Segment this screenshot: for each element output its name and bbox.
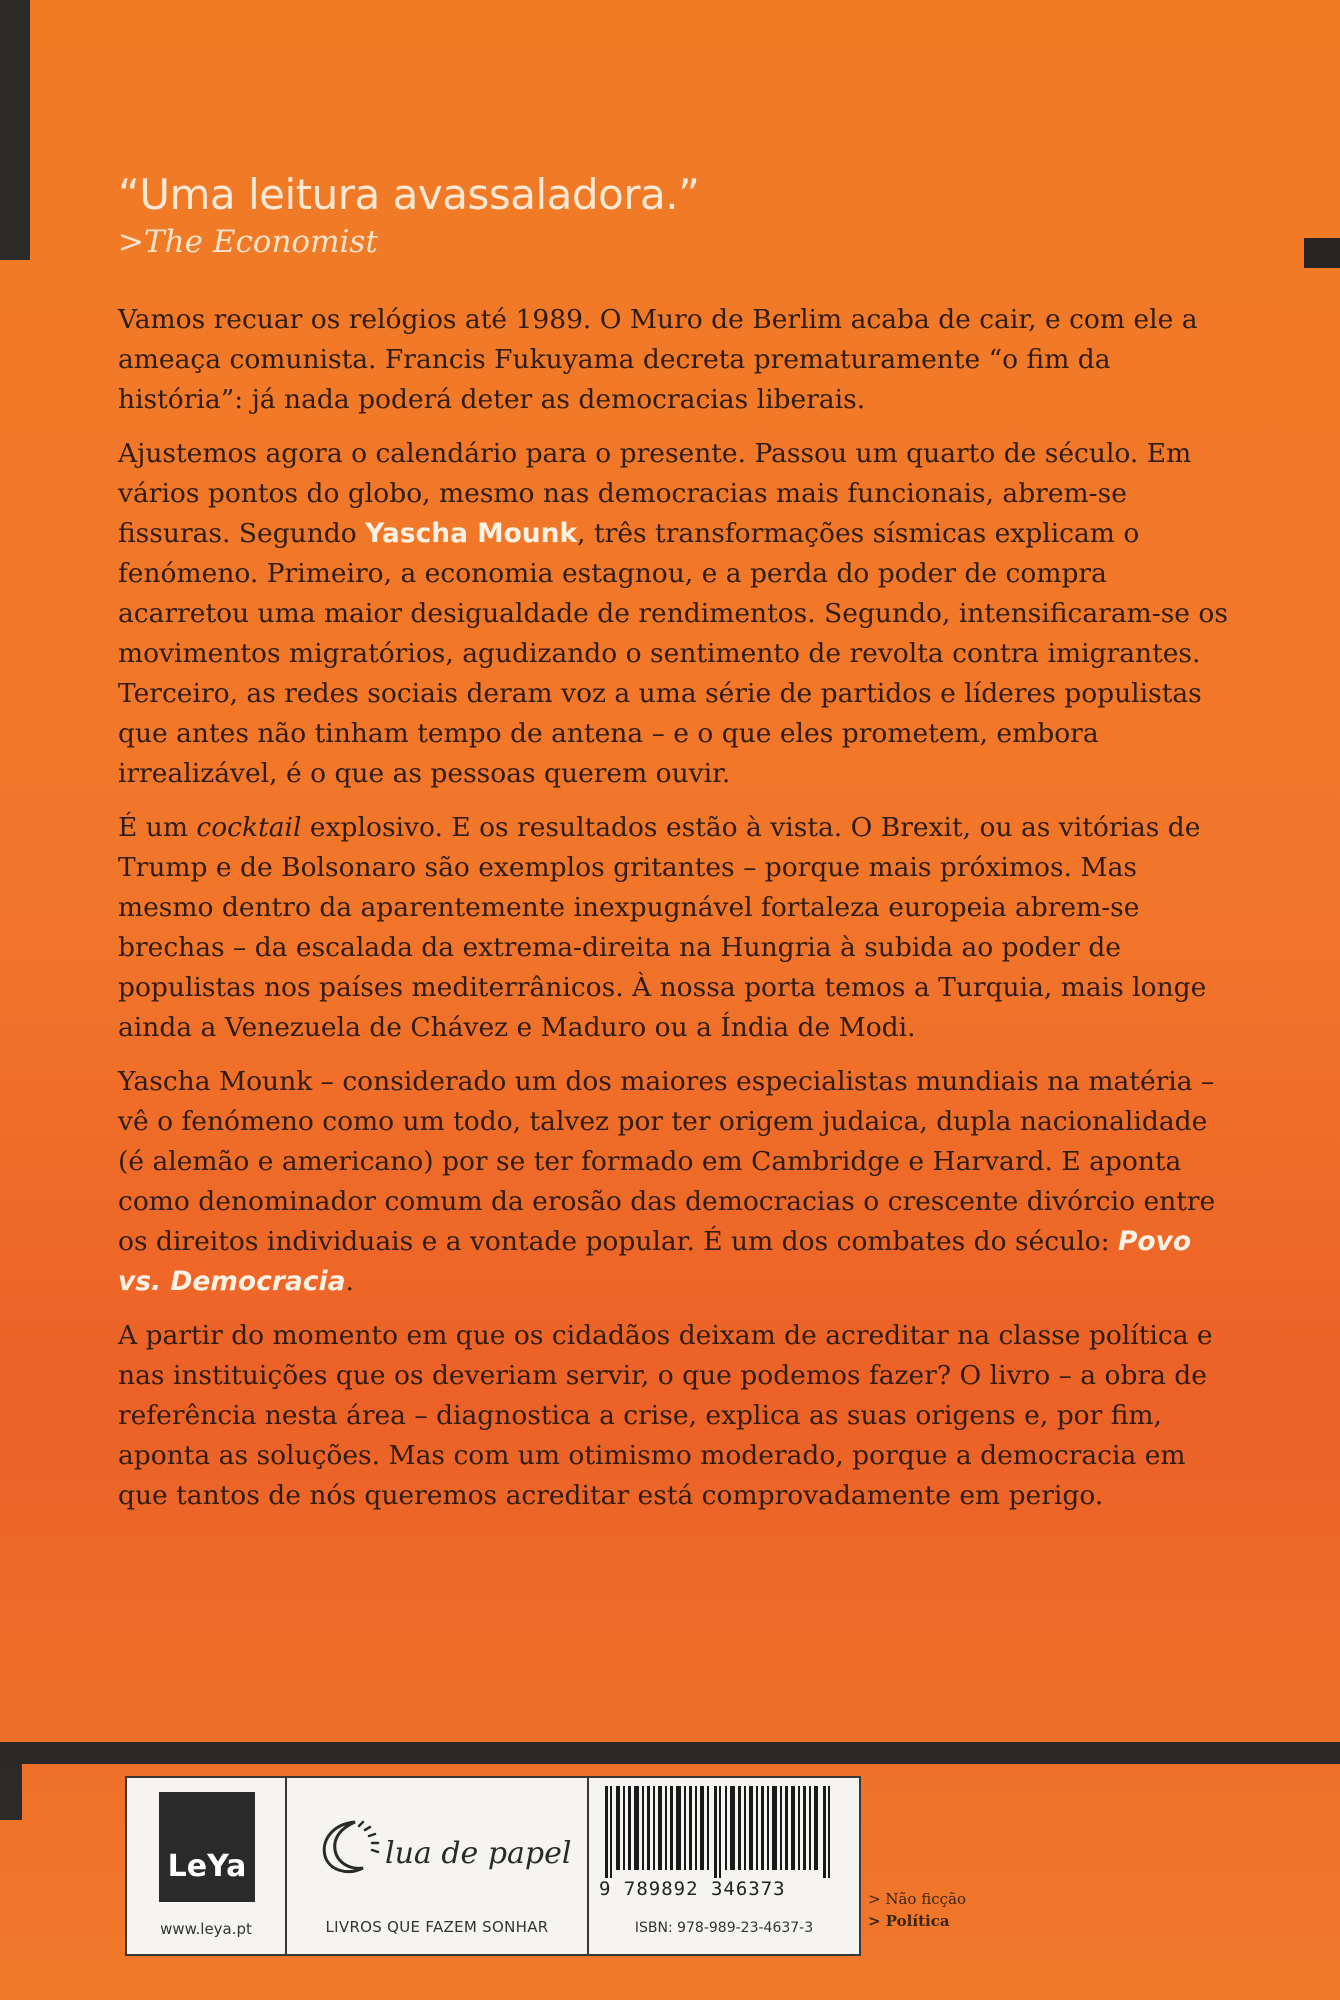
cover-right-tab <box>1304 238 1340 268</box>
review-quote: “Uma leitura avassaladora.” <box>118 170 700 219</box>
blurb-paragraph-1: Vamos recuar os relógios até 1989. O Muro de Berlim acaba de cair, e com ele a ameaça comunista. Francis Fukuyama decreta prematuramente “o fim da história”: já nada poderá deter as democracias liberais. <box>118 304 1198 415</box>
footer-band <box>0 1742 1340 1764</box>
barcode-digits: 9 789892 346373 <box>599 1878 786 1900</box>
imprint-cell <box>287 1778 589 1954</box>
leya-logo: LeYa <box>159 1792 255 1902</box>
barcode-cell <box>589 1778 859 1954</box>
cover-edge-bottom <box>0 1760 22 1820</box>
book-title: Povo vs. Democracia <box>118 1226 1192 1297</box>
blurb-p3-text-a: É um <box>118 812 197 843</box>
imprint-logo: lua de papel <box>385 1836 572 1871</box>
category-item: > Não ficção <box>868 1890 966 1908</box>
publisher-cell <box>127 1778 287 1954</box>
category-labels <box>868 1888 966 1932</box>
footer-box <box>125 1776 861 1956</box>
review-source: >The Economist <box>118 224 378 260</box>
blurb-text <box>118 300 1233 1530</box>
category-item: > Política <box>868 1912 950 1930</box>
blurb-p4-text-b: . <box>345 1266 354 1297</box>
isbn-text: ISBN: 978-989-23-4637-3 <box>634 1920 814 1936</box>
blurb-paragraph-2 <box>118 434 1233 794</box>
author-name: Yascha Mounk <box>365 518 578 549</box>
blurb-p3-text-b: explosivo. E os resultados estão à vista. O Brexit, ou as vitórias de Trump e de Bolsonaro são exemplos gritantes – porque mais próximos. Mas mesmo dentro da aparentemente inexpugnável fortaleza europeia abrem-se brechas – da escalada da extrema-direita na Hungria à subida ao poder de populistas nos países mediterrânicos. À nossa porta temos a Turquia, mais longe ainda a Venezuela de Chávez e Maduro ou a Índia de Modi. <box>118 812 1207 1043</box>
blurb-p2-text-b: , três transformações sísmicas explicam o fenómeno. Primeiro, a economia estagnou, e a perda do poder de compra acarretou uma maior desigualdade de rendimentos. Segundo, intensificaram-se os movimentos migratórios, agudizando o sentimento de revolta contra imigrantes. Terceiro, as redes sociais deram voz a uma série de partidos e líderes populistas que antes não tinham tempo de antena – e o que eles prometem, embora irrealizável, é o que as pessoas querem ouvir. <box>118 518 1228 789</box>
blurb-paragraph-5: A partir do momento em que os cidadãos deixam de acreditar na classe política e nas instituições que os deveriam servir, o que podemos fazer? O livro – a obra de referência nesta área – diagnostica a crise, explica as suas origens e, por fim, aponta as soluções. Mas com um otimismo moderado, porque a democracia em que tantos de nós queremos acreditar está comprovadamente em perigo. <box>118 1320 1213 1511</box>
cover-edge-top <box>0 0 30 260</box>
blurb-p2-text-a: Ajustemos agora o calendário para o presente. Passou um quarto de século. Em vários pontos do globo, mesmo nas democracias mais funcionais, abrem-se fissuras. Segundo <box>118 438 1192 549</box>
publisher-url: www.leya.pt <box>160 1920 252 1938</box>
moon-icon <box>315 1816 385 1878</box>
blurb-p4-text-a: Yascha Mounk – considerado um dos maiores especialistas mundiais na matéria – vê o fenómeno como um todo, talvez por ter origem judaica, dupla nacionalidade (é alemão e americano) por se ter formado em Cambridge e Harvard. E aponta como denominador comum da erosão das democracias o crescente divórcio entre os direitos individuais e a vontade popular. É um dos combates do século: <box>118 1066 1216 1257</box>
barcode-icon <box>601 1786 847 1878</box>
imprint-slogan: LIVROS QUE FAZEM SONHAR <box>325 1918 549 1936</box>
blurb-paragraph-3 <box>118 808 1233 1048</box>
italic-word: cocktail <box>196 812 302 843</box>
blurb-paragraph-4 <box>118 1062 1233 1302</box>
